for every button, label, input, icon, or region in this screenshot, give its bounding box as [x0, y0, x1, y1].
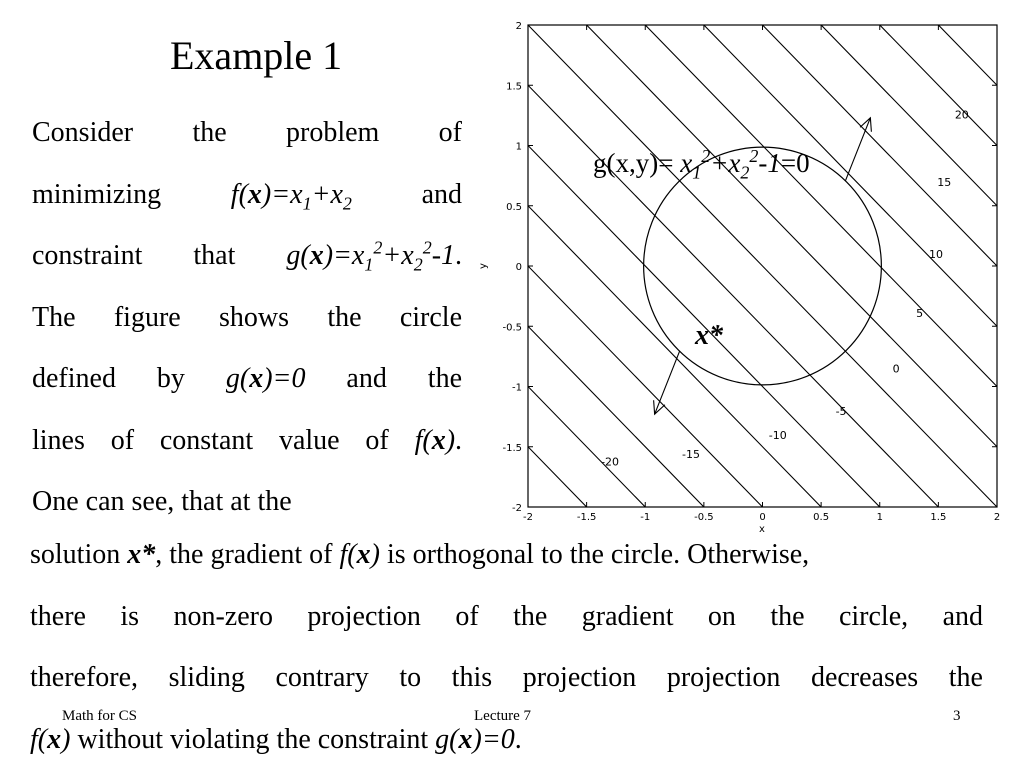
contour-line	[476, 14, 1016, 534]
contour-line	[476, 14, 1016, 447]
y-tick-label: -2	[512, 503, 522, 514]
body-paragraph-1	[32, 102, 462, 533]
y-axis-label: y	[478, 263, 489, 269]
gradient-arrow-shaft	[655, 351, 680, 414]
f-formula: f(x).	[415, 425, 462, 456]
y-tick-label: 2	[516, 21, 522, 32]
p1-line-6: lines of constant value of f(x).	[32, 410, 462, 472]
contour-label: 15	[937, 176, 951, 189]
x-tick-label: -0.5	[694, 512, 714, 523]
contour-label: 5	[916, 307, 923, 320]
x-tick-label: 1	[877, 512, 883, 523]
p2-line-2: there is non-zero projection of the gradient on the circle, and	[30, 586, 983, 648]
page-number: 3	[953, 708, 961, 725]
x-tick-label: 0.5	[813, 512, 829, 523]
y-tick-label: 0.5	[506, 202, 522, 213]
contour-label: -15	[682, 448, 700, 461]
body-paragraph-2	[30, 524, 983, 770]
x-tick-label: 2	[994, 512, 1000, 523]
y-axis-ticks	[502, 21, 997, 514]
contour-label: -20	[601, 455, 619, 468]
footer-left: Math for CS	[62, 708, 137, 725]
x-axis-label: x	[759, 524, 765, 534]
p1-line-5: defined by g(x)=0 and the	[32, 348, 462, 410]
gradient-arrow-shaft	[845, 118, 870, 181]
contour-line	[476, 14, 1016, 534]
contour-line	[476, 25, 1016, 534]
contour-line	[476, 14, 1016, 534]
p1-line-7: One can see, that at the	[32, 471, 462, 533]
x-tick-label: -1	[640, 512, 650, 523]
p1-line-4: The figure shows the circle	[32, 287, 462, 349]
y-tick-label: -0.5	[502, 322, 522, 333]
contour-figure	[476, 14, 1016, 534]
y-tick-label: 1.5	[506, 81, 522, 92]
y-tick-label: 0	[516, 262, 522, 273]
y-tick-label: -1	[512, 383, 522, 394]
p2-line-1: solution x*, the gradient of f(x) is orthogonal to the circle. Otherwise,	[30, 524, 983, 586]
contour-lines	[476, 14, 1016, 534]
p2-line-3: therefore, sliding contrary to this projection projection decreases the	[30, 647, 983, 709]
circle-formula: g(x)=0	[226, 363, 306, 394]
x-tick-label: 1.5	[930, 512, 946, 523]
x-tick-label: 0	[759, 512, 765, 523]
y-tick-label: 1	[516, 142, 522, 153]
objective-formula: $f(x)=x_1+x_2$	[231, 179, 352, 210]
y-tick-label: -1.5	[502, 443, 522, 454]
x-tick-label: -1.5	[577, 512, 597, 523]
p1-line-3: constraint that $g(x)=x_1^2+x_2^2-1$.	[32, 225, 462, 287]
contour-label: -5	[836, 405, 847, 418]
p1-line-2: minimizing $f(x)=x_1+x_2$ and	[32, 164, 462, 226]
contour-label: 20	[955, 108, 969, 121]
contour-label: 0	[893, 363, 900, 376]
solution-label: x*	[695, 320, 723, 352]
contour-line	[476, 14, 1016, 266]
contour-line	[476, 146, 1016, 535]
footer-center: Lecture 7	[474, 708, 531, 725]
contour-label: 10	[929, 248, 943, 261]
contour-label: -10	[769, 429, 787, 442]
p1-line-1: Consider the problem of	[32, 102, 462, 164]
contour-line	[476, 266, 1016, 534]
constraint-label: $g(x,y)= x_1^2+x_2^2-1=0$	[593, 148, 810, 179]
constraint-formula: $g(x)=x_1^2+x_2^2-1$.	[286, 240, 462, 271]
p2-line-4: f(x) without violating the constraint g(x)=0.	[30, 709, 983, 770]
contour-line	[476, 14, 1016, 387]
x-tick-label: -2	[523, 512, 533, 523]
slide-title: Example 1	[170, 32, 342, 80]
